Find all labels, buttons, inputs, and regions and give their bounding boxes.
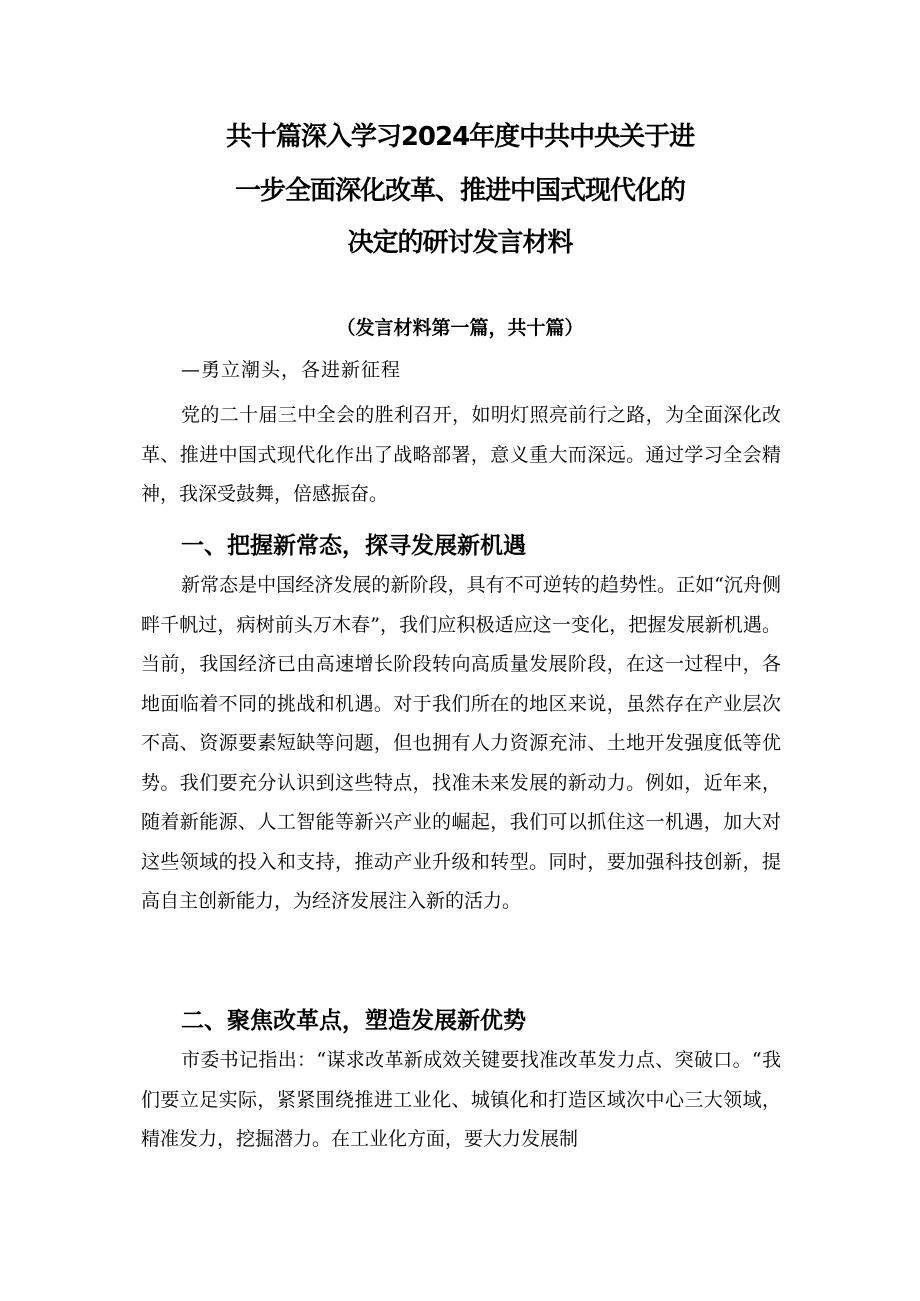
section-1-paragraph: 新常态是中国经济发展的新阶段，具有不可逆转的趋势性。正如“沉舟侧畔千帆过，病树前头万木春”，我们应积极适应这一变化，把握发展新机遇。当前，我国经济已由高速增长阶段转向高质量发展阶段，在这一过程中，各地面临着不同的挑战和机遇。对于我们所在的地区来说，虽然存在产业层次不高、资源要素短缺等问题，但也拥有人力资源充沛、土地开发强度低等优势。我们要充分认识到这些特点，找准未来发展的新动力。例如，近年来，随着新能源、人工智能等新兴产业的崛起，我们可以抓住这一机遇，加大对这些领域的投入和支持，推动产业升级和转型。同时，要加强科技创新，提高自主创新能力，为经济发展注入新的活力。 — [141, 574, 781, 912]
section-2-paragraph: 市委书记指出：“谋求改革新成效关键要找准改革发力点、突破口。“我们要立足实际，紧紧围绕推进工业化、城镇化和打造区域次中心三大领域，精准发力，挖掘潜力。在工业化方面，要大力发展制 — [141, 1049, 781, 1150]
document-motto: —勇立潮头，各进新征程 — [181, 359, 402, 381]
section-1-heading: 一、把握新常态，探寻发展新机遇 — [181, 533, 526, 559]
document-title-line-2: 一步全面深化改革、推进中国式现代化的 — [234, 176, 685, 206]
document-title-line-1: 共十篇深入学习2024年度中共中央关于进 — [225, 122, 695, 152]
intro-paragraph: 党的二十届三中全会的胜利召开，如明灯照亮前行之路，为全面深化改革、推进中国式现代化作出了战略部署，意义重大而深远。通过学习全会精神，我深受鼓舞，倍感振奋。 — [141, 404, 781, 505]
document-subtitle: （发言材料第一篇，共十篇） — [336, 317, 584, 339]
section-2-heading: 二、聚焦改革点，塑造发展新优势 — [181, 1008, 526, 1034]
document-title-line-3: 决定的研讨发言材料 — [347, 228, 573, 258]
